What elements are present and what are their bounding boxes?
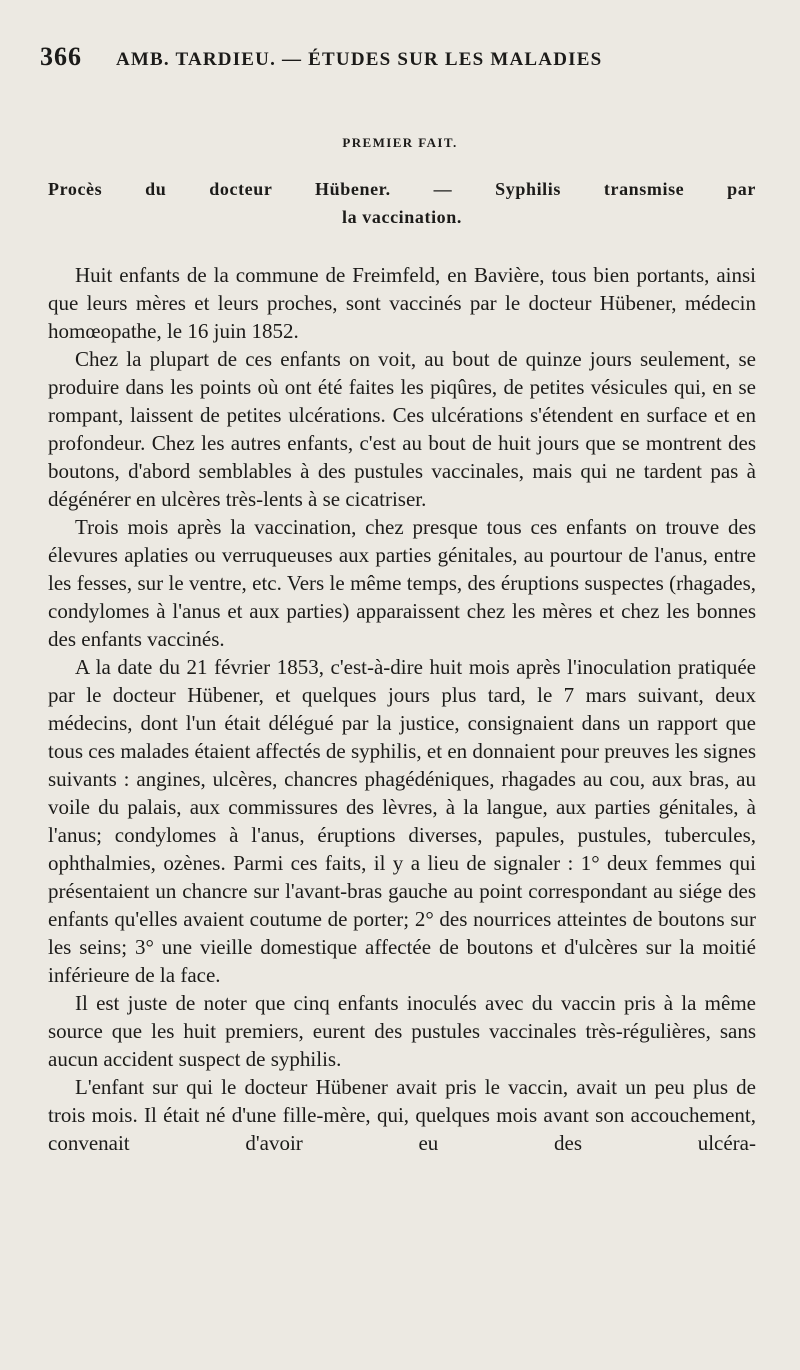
- paragraph-4: A la date du 21 février 1853, c'est-à-dire huit mois après l'inoculation pratiquée par le docteur Hübener, et quelques jours plus tard, le 7 mars suivant, deux médecins, dont l'un était délégué par la justice, consignaient dans un rapport que tous ces malades étaient affectés de syphilis, et en donnaient pour preuves les signes suivants : angines, ulcères, chancres phagédéniques, rhagades au cou, aux bras, au voile du palais, aux commissures des lèvres, à la langue, aux parties génitales, à l'anus; condylomes à l'anus, éruptions diverses, papules, pustules, tubercules, ophthalmies, ozènes. Parmi ces faits, il y a lieu de signaler : 1° deux femmes qui présentaient un chancre sur l'avant-bras gauche au point correspondant au siége des enfants qu'elles avaient coutume de porter; 2° des nourrices atteintes de boutons sur les seins; 3° une vieille domestique affectée de boutons et d'ulcères sur la moitié inférieure de la face.: [48, 655, 756, 987]
- case-heading: [48, 175, 756, 231]
- paragraph-1: Huit enfants de la commune de Freimfeld, en Bavière, tous bien portants, ainsi que leurs mères et leurs proches, sont vaccinés par le docteur Hübener, médecin homœopathe, le 16 juin 1852.: [48, 263, 756, 343]
- paragraph-6: L'enfant sur qui le docteur Hübener avait pris le vaccin, avait un peu plus de trois mois. Il était né d'une fille-mère, qui, quelques mois avant son accouchement, convenait d'avoir eu des ulcéra-: [48, 1075, 756, 1155]
- body-text: [48, 261, 756, 1157]
- running-head: [40, 42, 756, 78]
- running-head-title: AMB. TARDIEU. — ÉTUDES SUR LES MALADIES: [116, 49, 603, 70]
- paragraph-5: Il est juste de noter que cinq enfants inoculés avec du vaccin pris à la même source que les huit premiers, eurent des pustules vaccinales très-régulières, sans aucun accident suspect de syphilis.: [48, 991, 756, 1071]
- section-label: PREMIER FAIT.: [342, 135, 458, 150]
- paragraph-3: Trois mois après la vaccination, chez presque tous ces enfants on trouve des élevures aplaties ou verruqueuses aux parties génitales, au pourtour de l'anus, entre les fesses, sur le ventre, etc. Vers le même temps, des éruptions suspectes (rhagades, condylomes à l'anus et aux parties) apparaissent chez les mères et chez les bonnes des enfants vaccinés.: [48, 515, 756, 651]
- page-number: 366: [40, 42, 82, 71]
- case-heading-line-2: la vaccination.: [342, 207, 462, 227]
- paragraph-2: Chez la plupart de ces enfants on voit, au bout de quinze jours seulement, se produire dans les points où ont été faites les piqûres, de petites vésicules qui, en se rompant, laissent de petites ulcérations. Ces ulcérations s'étendent en surface et en profondeur. Chez les autres enfants, c'est au bout de huit jours que se montrent des boutons, d'abord semblables à des pustules vaccinales, mais qui ne tardent pas à dégénérer en ulcères très-lents à se cicatriser.: [48, 347, 756, 511]
- case-heading-line-1: Procès du docteur Hübener. — Syphilis transmise par: [48, 179, 756, 199]
